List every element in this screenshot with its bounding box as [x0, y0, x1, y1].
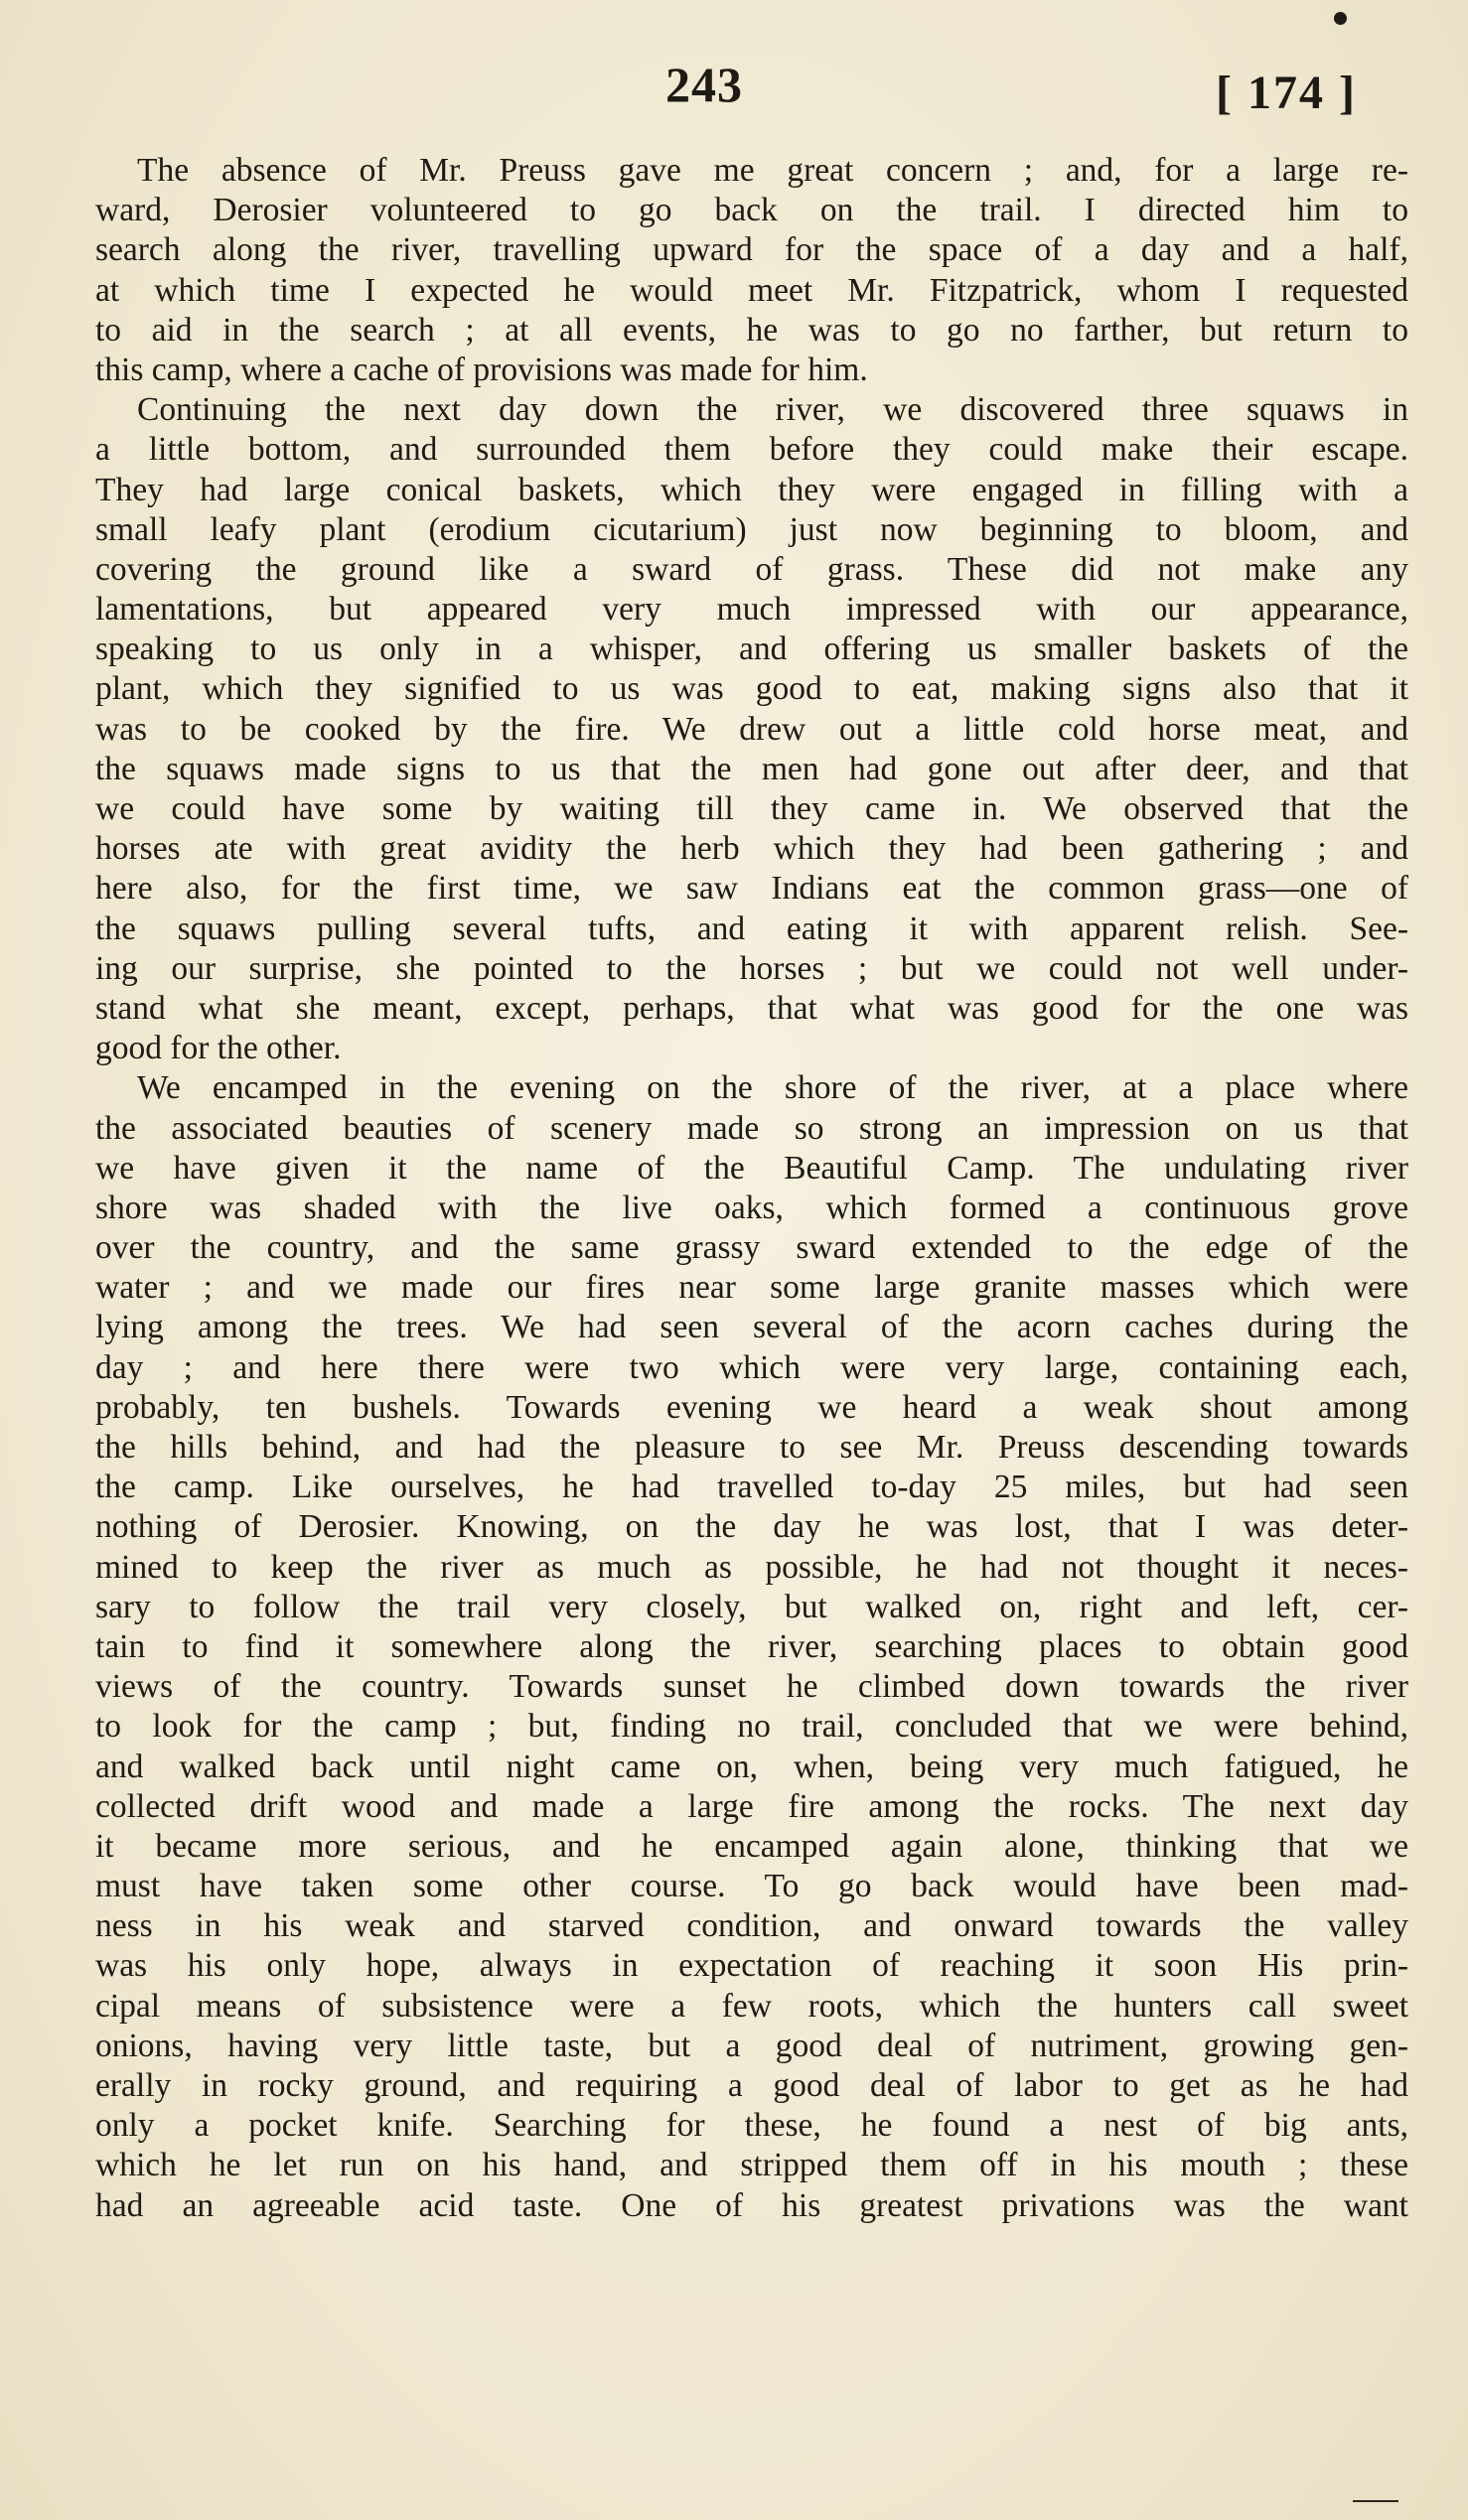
text-line: good for the other.: [95, 1030, 342, 1067]
text-line: horses ate with great avidity the herb which they had been gathering ; and: [95, 830, 1408, 868]
text-line: the hills behind, and had the pleasure to see Mr. Preuss descending towards: [95, 1429, 1408, 1466]
text-line: lamentations, but appeared very much impressed with our appearance,: [95, 591, 1408, 629]
text-line: onions, having very little taste, but a good deal of nutriment, growing gen-: [95, 2027, 1408, 2064]
text-line: was to be cooked by the fire. We drew out a little cold horse meat, and: [95, 710, 1408, 748]
text-line: to look for the camp ; but, finding no trail, concluded that we were behind,: [95, 1708, 1408, 1746]
text-line: the associated beauties of scenery made so strong an impression on us that: [95, 1109, 1408, 1147]
text-line: We encamped in the evening on the shore of the river, at a place where: [137, 1069, 1408, 1107]
text-line: here also, for the first time, we saw Indians eat the common grass—one of: [95, 870, 1408, 908]
text-line: speaking to us only in a whisper, and offering us smaller baskets of the: [95, 630, 1408, 668]
text-line: must have taken some other course. To go back would have been mad-: [95, 1868, 1408, 1905]
text-line: we could have some by waiting till they came in. We observed that the: [95, 790, 1408, 827]
page-number: 243: [665, 57, 743, 112]
text-line: cipal means of subsistence were a few roots, which the hunters call sweet: [95, 1987, 1408, 2025]
text-line: ness in his weak and starved condition, and onward towards the valley: [95, 1907, 1408, 1945]
text-line: over the country, and the same grassy sward extended to the edge of the: [95, 1229, 1408, 1267]
body-text: [95, 151, 1408, 2226]
text-line: search along the river, travelling upward for the space of a day and a half,: [95, 231, 1408, 269]
text-line: the squaws made signs to us that the men had gone out after deer, and that: [95, 750, 1408, 787]
bracketed-page-number: [ 174 ]: [1216, 67, 1357, 119]
text-line: the squaws pulling several tufts, and eating it with apparent relish. See-: [95, 910, 1408, 947]
text-line: ward, Derosier volunteered to go back on the trail. I directed him to: [95, 192, 1408, 229]
text-line: the camp. Like ourselves, he had travelled to-day 25 miles, but had seen: [95, 1469, 1408, 1506]
text-line: we have given it the name of the Beautiful Camp. The undulating river: [95, 1149, 1408, 1187]
text-line: plant, which they signified to us was good to eat, making signs also that it: [95, 670, 1408, 708]
text-line: covering the ground like a sward of grass. These did not make any: [95, 550, 1408, 588]
text-line: Continuing the next day down the river, we discovered three squaws in: [137, 391, 1408, 429]
text-line: small leafy plant (erodium cicutarium) just now beginning to bloom, and: [95, 510, 1408, 548]
text-line: nothing of Derosier. Knowing, on the day he was lost, that I was deter-: [95, 1508, 1408, 1546]
text-line: collected drift wood and made a large fire among the rocks. The next day: [95, 1787, 1408, 1825]
corner-mark: [1353, 2500, 1398, 2502]
text-line: which he let run on his hand, and stripped them off in his mouth ; these: [95, 2147, 1408, 2184]
text-line: sary to follow the trail very closely, but walked on, right and left, cer-: [95, 1588, 1408, 1625]
text-line: mined to keep the river as much as possible, he had not thought it neces-: [95, 1548, 1408, 1586]
text-line: a little bottom, and surrounded them before they could make their escape.: [95, 431, 1408, 469]
text-line: day ; and here there were two which were very large, containing each,: [95, 1348, 1408, 1386]
text-line: erally in rocky ground, and requiring a good deal of labor to get as he had: [95, 2067, 1408, 2104]
text-line: and walked back until night came on, when, being very much fatigued, he: [95, 1748, 1408, 1785]
ink-dot: [1334, 12, 1347, 25]
text-line: it became more serious, and he encamped again alone, thinking that we: [95, 1827, 1408, 1865]
text-line: was his only hope, always in expectation of reaching it soon His prin-: [95, 1947, 1408, 1985]
text-line: this camp, where a cache of provisions was made for him.: [95, 350, 868, 388]
text-line: only a pocket knife. Searching for these, he found a nest of big ants,: [95, 2107, 1408, 2145]
text-line: They had large conical baskets, which they were engaged in filling with a: [95, 471, 1408, 508]
text-line: ing our surprise, she pointed to the horses ; but we could not well under-: [95, 949, 1408, 987]
text-line: probably, ten bushels. Towards evening we heard a weak shout among: [95, 1388, 1408, 1426]
text-line: at which time I expected he would meet Mr. Fitzpatrick, whom I requested: [95, 271, 1408, 309]
text-line: The absence of Mr. Preuss gave me great concern ; and, for a large re-: [137, 152, 1408, 189]
text-line: stand what she meant, except, perhaps, that what was good for the one was: [95, 989, 1408, 1027]
text-line: water ; and we made our fires near some large granite masses which were: [95, 1269, 1408, 1307]
text-line: views of the country. Towards sunset he climbed down towards the river: [95, 1668, 1408, 1706]
text-line: shore was shaded with the live oaks, which formed a continuous grove: [95, 1189, 1408, 1226]
text-line: lying among the trees. We had seen several of the acorn caches during the: [95, 1309, 1408, 1346]
text-line: tain to find it somewhere along the river, searching places to obtain good: [95, 1627, 1408, 1665]
text-line: to aid in the search ; at all events, he was to go no farther, but return to: [95, 311, 1408, 349]
text-line: had an agreeable acid taste. One of his greatest privations was the want: [95, 2186, 1408, 2224]
